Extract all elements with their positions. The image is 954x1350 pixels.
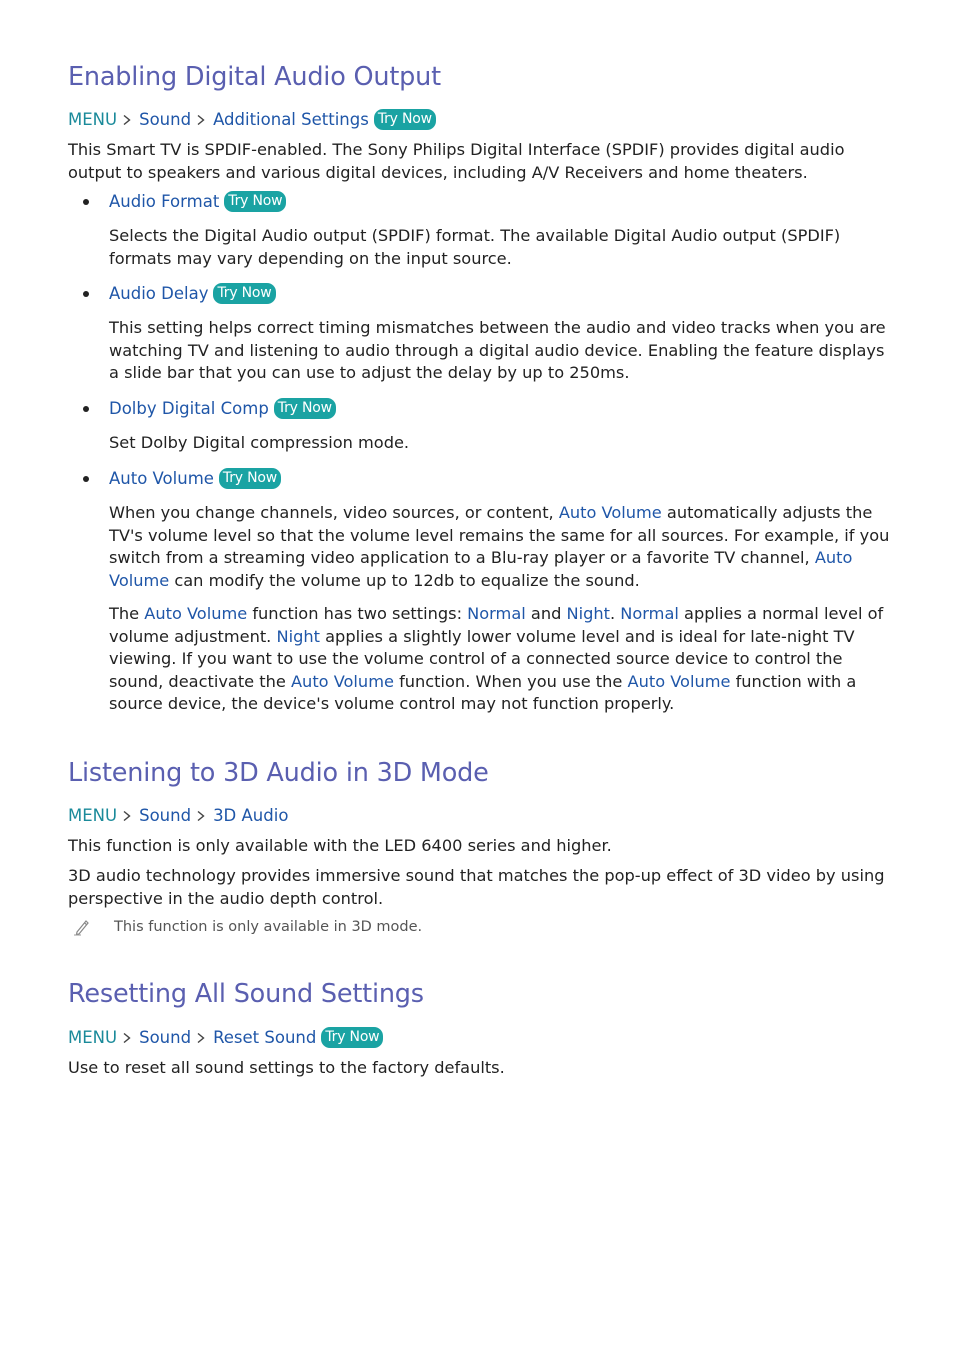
- section-title: Listening to 3D Audio in 3D Mode: [68, 758, 489, 788]
- chevron-right-icon: [123, 115, 131, 125]
- menu-link[interactable]: MENU: [68, 110, 118, 129]
- bullet-audio-delay: [68, 283, 276, 304]
- path-item-additional-settings[interactable]: Additional Settings: [213, 110, 369, 129]
- text-run: function has two settings:: [247, 604, 468, 623]
- keyword: Night: [566, 604, 610, 623]
- bullet-icon: [83, 406, 89, 412]
- chevron-right-icon: [123, 1033, 131, 1043]
- text-run: When you change channels, video sources, or content,: [109, 503, 559, 522]
- try-now-button[interactable]: Try Now: [213, 283, 275, 304]
- menu-link[interactable]: MENU: [68, 1028, 118, 1047]
- text-run: function. When you use the: [393, 671, 628, 691]
- keyword: Auto Volume: [290, 671, 394, 691]
- chevron-right-icon: [197, 1033, 205, 1043]
- text-run: automatically adjusts the TV's volume level so that the volume level remains the same for all sources. For example, if you switch from a streaming video application to a Blu-ray player or a favorite TV channel,: [109, 503, 890, 568]
- text-run: .: [610, 604, 621, 623]
- bullet-auto-volume: [68, 468, 281, 489]
- chevron-right-icon: [197, 115, 205, 125]
- path-item-sound[interactable]: Sound: [139, 1028, 192, 1047]
- body-paragraph: This function is only available with the LED 6400 series and higher.: [68, 836, 612, 855]
- setting-link[interactable]: Audio Format: [109, 192, 220, 211]
- menu-path: [68, 109, 436, 130]
- text-run: and: [525, 604, 567, 623]
- bullet-description: This setting helps correct timing mismatches between the audio and video tracks when you are watching TV and listening to audio through a digital audio device. Enabling the feature displays a slide bar that you can use to adjust the delay by up to 250ms.: [109, 318, 886, 383]
- pencil-note-icon: [73, 918, 91, 936]
- keyword: Normal: [620, 604, 679, 623]
- auto-volume-paragraph-2: [109, 603, 899, 716]
- menu-path: [68, 806, 288, 825]
- bullet-audio-format: [68, 191, 286, 212]
- note: [68, 918, 422, 936]
- menu-link[interactable]: MENU: [68, 806, 118, 825]
- path-item-reset-sound[interactable]: Reset Sound: [213, 1028, 317, 1047]
- section-title: Resetting All Sound Settings: [68, 979, 424, 1009]
- text-run: can modify the volume up to 12db to equalize the sound.: [169, 570, 640, 590]
- try-now-button[interactable]: Try Now: [321, 1027, 383, 1048]
- setting-link[interactable]: Auto Volume: [109, 469, 214, 488]
- keyword: Auto Volume: [558, 503, 662, 522]
- try-now-button[interactable]: Try Now: [274, 398, 336, 419]
- text-run: applies a slightly lower volume level and is ideal for late-night TV viewing. If you want to use the volume control of a connected source device to control the sound, deactivate the: [109, 626, 855, 691]
- section-title: Enabling Digital Audio Output: [68, 62, 441, 92]
- setting-link[interactable]: Audio Delay: [109, 284, 209, 303]
- bullet-dolby-digital-comp: [68, 398, 336, 419]
- note-text: This function is only available in 3D mode.: [114, 919, 423, 935]
- path-item-3d-audio[interactable]: 3D Audio: [213, 806, 289, 825]
- bullet-description: Set Dolby Digital compression mode.: [109, 433, 410, 452]
- path-item-sound[interactable]: Sound: [139, 110, 192, 129]
- try-now-button[interactable]: Try Now: [374, 109, 436, 130]
- keyword: Normal: [467, 604, 526, 623]
- keyword: Auto Volume: [144, 604, 248, 623]
- text-run: applies a normal level of volume adjustment.: [109, 604, 884, 646]
- bullet-description: Selects the Digital Audio output (SPDIF) format. The available Digital Audio output (SPDIF) formats may vary depending on the input source.: [109, 226, 841, 268]
- try-now-button[interactable]: Try Now: [219, 468, 281, 489]
- path-item-sound[interactable]: Sound: [139, 806, 192, 825]
- body-paragraph: 3D audio technology provides immersive sound that matches the pop-up effect of 3D video by using perspective in the audio depth control.: [68, 866, 885, 908]
- keyword: Auto Volume: [109, 548, 853, 590]
- text-run: The: [109, 604, 145, 623]
- bullet-icon: [83, 199, 89, 205]
- keyword: Night: [276, 626, 320, 646]
- keyword: Auto Volume: [627, 671, 731, 691]
- menu-path: [68, 1027, 383, 1048]
- intro-paragraph: This Smart TV is SPDIF-enabled. The Sony Philips Digital Interface (SPDIF) provides digital audio output to speakers and various digital devices, including A/V Receivers and home theaters.: [68, 140, 845, 182]
- body-paragraph: Use to reset all sound settings to the factory defaults.: [68, 1058, 505, 1077]
- try-now-button[interactable]: Try Now: [224, 191, 286, 212]
- chevron-right-icon: [123, 811, 131, 821]
- text-run: function with a source device, the device's volume control may not function properly.: [109, 671, 857, 714]
- chevron-right-icon: [197, 811, 205, 821]
- auto-volume-paragraph-1: [109, 502, 899, 592]
- bullet-icon: [83, 291, 89, 297]
- setting-link[interactable]: Dolby Digital Comp: [109, 399, 269, 418]
- bullet-icon: [83, 476, 89, 482]
